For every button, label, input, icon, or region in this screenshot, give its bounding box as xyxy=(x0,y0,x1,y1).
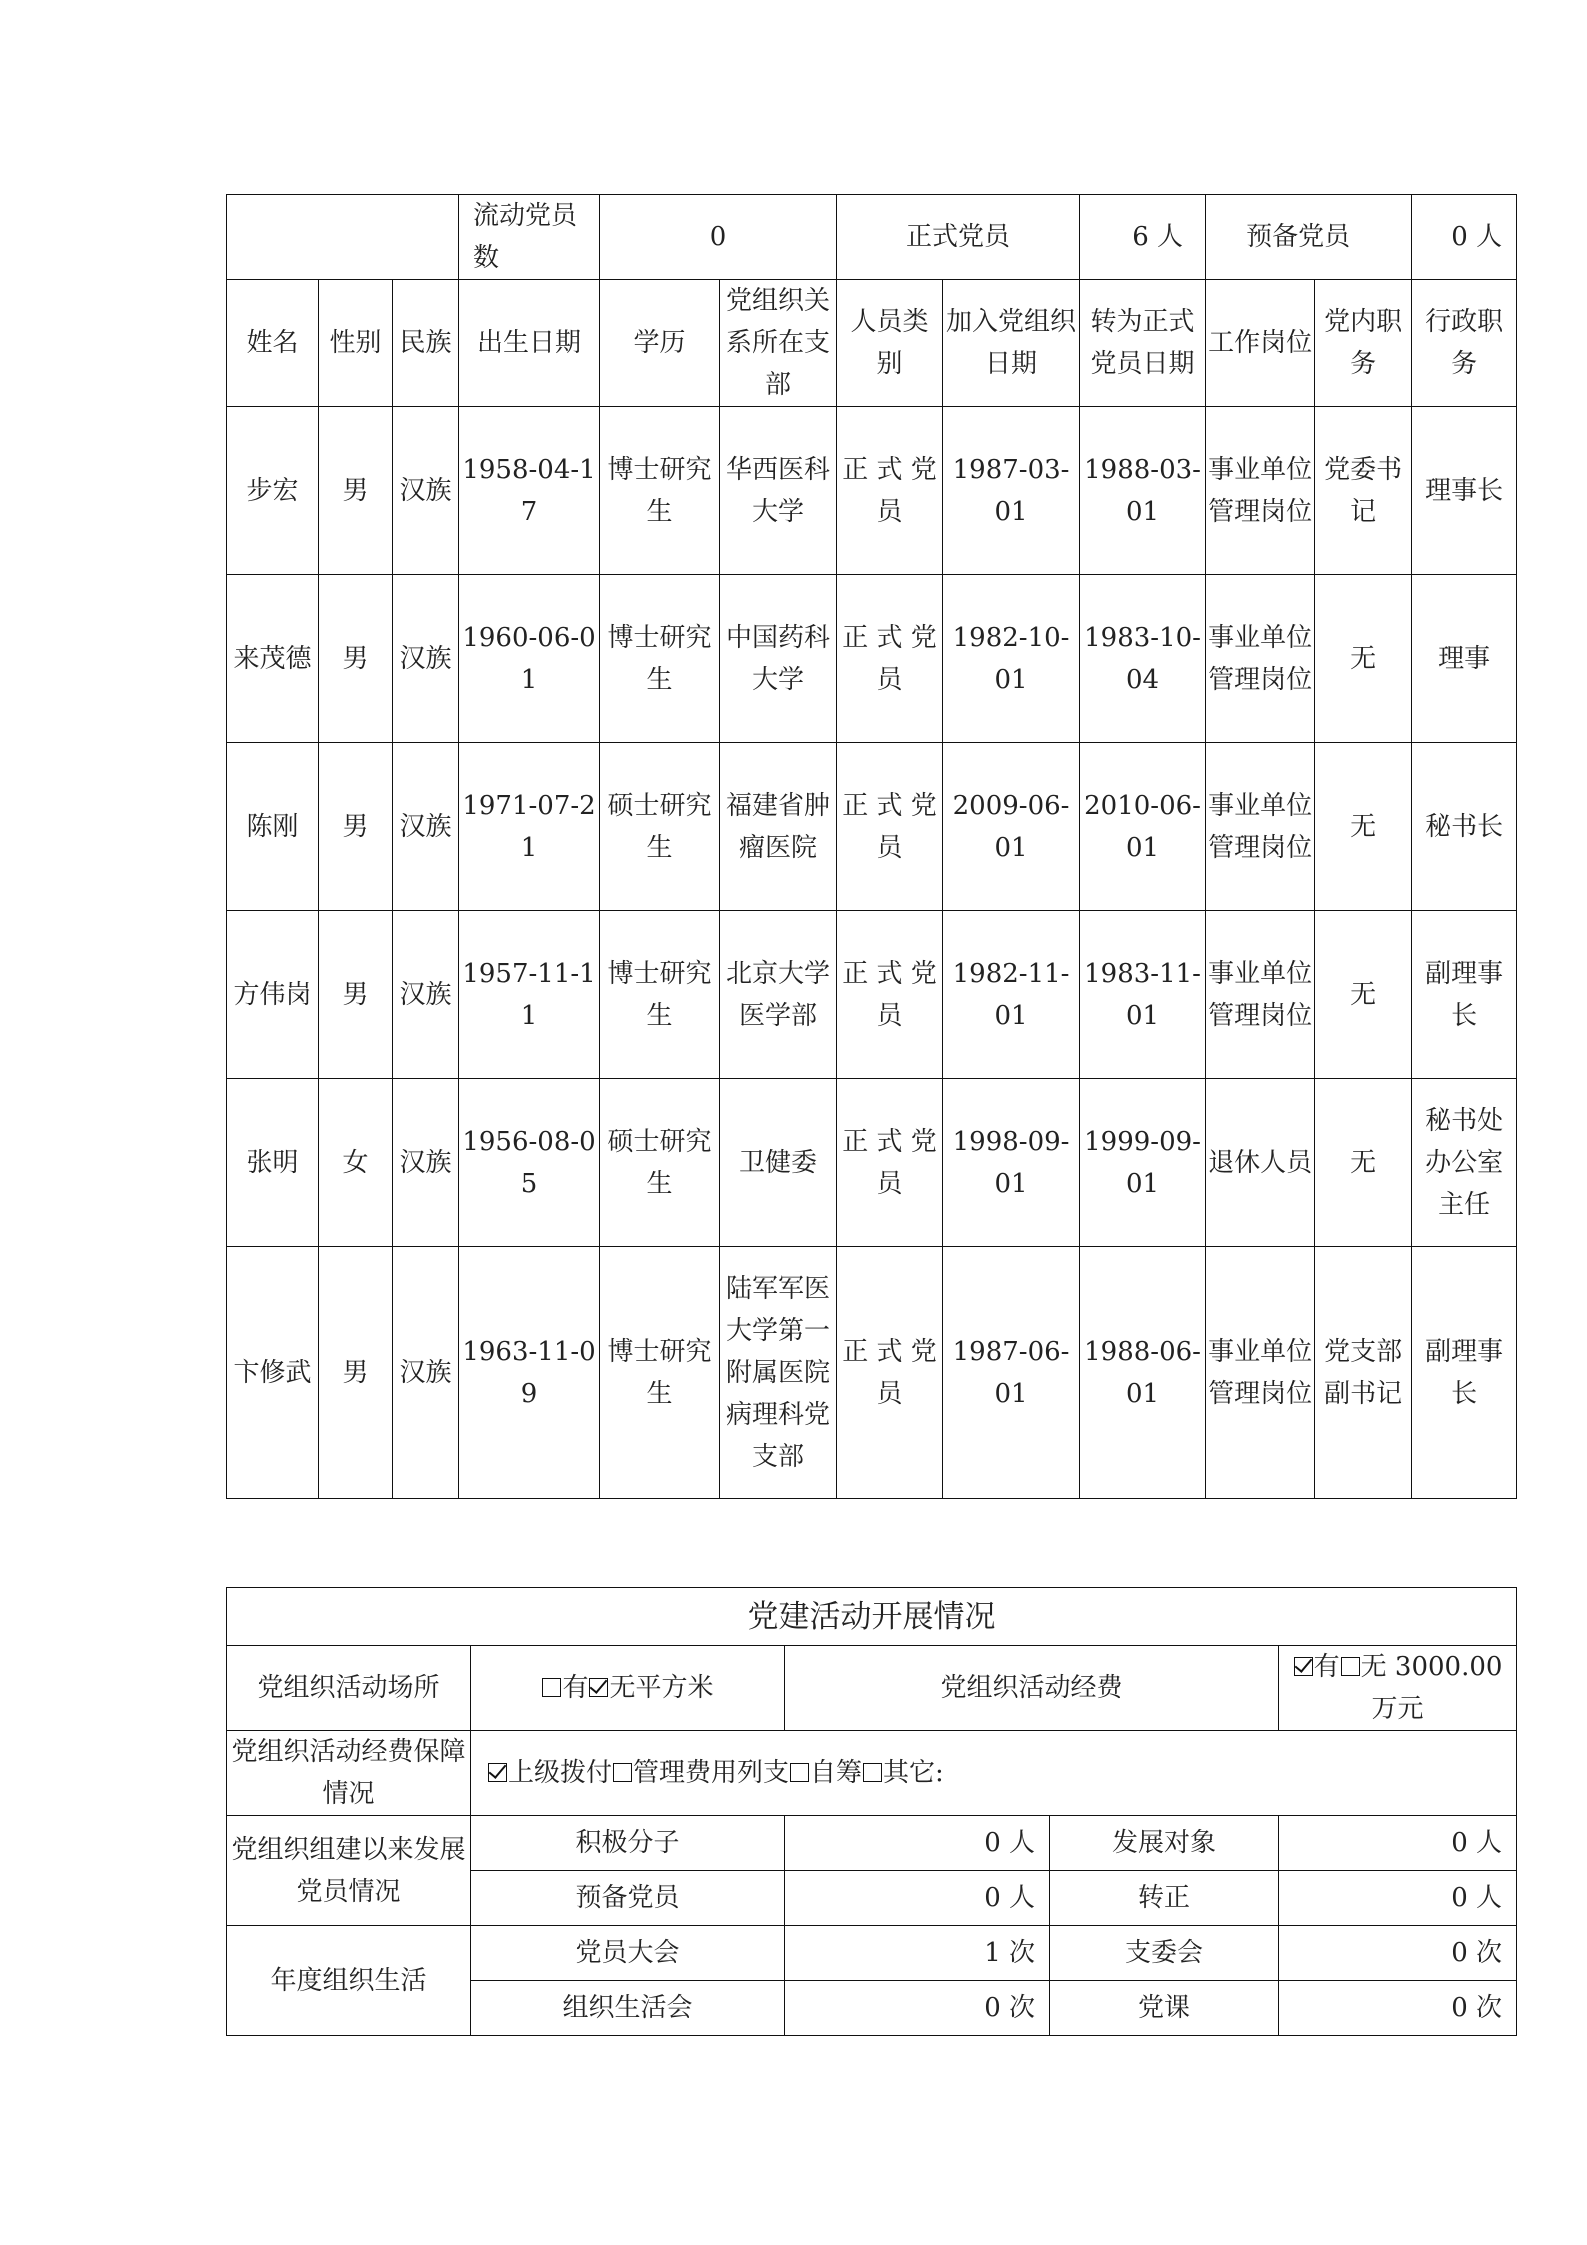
funds-unit: 万元 xyxy=(1371,1694,1424,1724)
member-birth-date: 1958-04-17 xyxy=(459,407,600,575)
member-ethnicity: 汉族 xyxy=(393,1247,459,1499)
member-education: 硕士研究生 xyxy=(600,1079,720,1247)
member-row xyxy=(227,911,1517,1079)
guarantee-option-label: 管理费用列支 xyxy=(633,1758,790,1788)
member-branch: 陆军军医大学第一附属医院病理科党支部 xyxy=(720,1247,837,1499)
guarantee-options xyxy=(471,1731,1517,1816)
congress-label: 党员大会 xyxy=(471,1926,785,1981)
member-member-type: 正 式 党员 xyxy=(837,911,943,1079)
guarantee-checkbox-1[interactable] xyxy=(613,1763,632,1782)
member-name: 步宏 xyxy=(227,407,319,575)
member-education: 博士研究生 xyxy=(600,407,720,575)
member-education: 博士研究生 xyxy=(600,911,720,1079)
member-name: 来茂德 xyxy=(227,575,319,743)
funds-options xyxy=(1279,1646,1517,1731)
member-ethnicity: 汉族 xyxy=(393,911,459,1079)
member-birth-date: 1956-08-05 xyxy=(459,1079,600,1247)
header-admin-duty: 行政职务 xyxy=(1412,280,1517,407)
venue-no-label: 无 xyxy=(609,1673,636,1703)
member-member-type: 正 式 党员 xyxy=(837,1079,943,1247)
header-party-duty: 党内职务 xyxy=(1315,280,1412,407)
member-party-duty: 无 xyxy=(1315,743,1412,911)
party-member-table xyxy=(226,194,1517,1499)
header-education: 学历 xyxy=(600,280,720,407)
life-meeting-label: 组织生活会 xyxy=(471,1981,785,2036)
development-label: 党组织组建以来发展党员情况 xyxy=(227,1816,471,1926)
header-row xyxy=(227,280,1517,407)
targets-label: 发展对象 xyxy=(1050,1816,1279,1871)
header-formal-date: 转为正式党员日期 xyxy=(1080,280,1206,407)
member-ethnicity: 汉族 xyxy=(393,1079,459,1247)
header-gender: 性别 xyxy=(319,280,393,407)
member-birth-date: 1960-06-01 xyxy=(459,575,600,743)
member-admin-duty: 秘书处办公室主任 xyxy=(1412,1079,1517,1247)
member-admin-duty: 理事长 xyxy=(1412,407,1517,575)
member-admin-duty: 秘书长 xyxy=(1412,743,1517,911)
lecture-label: 党课 xyxy=(1050,1981,1279,2036)
venue-yes-label: 有 xyxy=(562,1673,589,1703)
member-party-duty: 无 xyxy=(1315,911,1412,1079)
member-work-post: 事业单位管理岗位 xyxy=(1206,407,1315,575)
member-formal-date: 1983-11-01 xyxy=(1080,911,1206,1079)
member-name: 方伟岗 xyxy=(227,911,319,1079)
member-formal-date: 1988-06-01 xyxy=(1080,1247,1206,1499)
formal-member-value: 6 人 xyxy=(1080,195,1206,280)
member-gender: 男 xyxy=(319,575,393,743)
committee-label: 支委会 xyxy=(1050,1926,1279,1981)
member-work-post: 事业单位管理岗位 xyxy=(1206,1247,1315,1499)
venue-unit: 平方米 xyxy=(635,1673,714,1703)
member-name: 卞修武 xyxy=(227,1247,319,1499)
member-join-date: 1998-09-01 xyxy=(943,1079,1080,1247)
funds-amount: 3000.00 xyxy=(1386,1652,1503,1682)
mobile-member-label: 流动党员数 xyxy=(459,195,600,280)
member-birth-date: 1971-07-21 xyxy=(459,743,600,911)
summary-blank-cell xyxy=(227,195,459,280)
life-meeting-value: 0 次 xyxy=(785,1981,1050,2036)
funds-yes-checkbox[interactable] xyxy=(1294,1657,1313,1676)
member-member-type: 正 式 党员 xyxy=(837,743,943,911)
member-work-post: 事业单位管理岗位 xyxy=(1206,575,1315,743)
member-admin-duty: 理事 xyxy=(1412,575,1517,743)
member-row xyxy=(227,407,1517,575)
member-formal-date: 1983-10-04 xyxy=(1080,575,1206,743)
header-name: 姓名 xyxy=(227,280,319,407)
member-member-type: 正 式 党员 xyxy=(837,575,943,743)
venue-label: 党组织活动场所 xyxy=(227,1646,471,1731)
committee-value: 0 次 xyxy=(1279,1926,1517,1981)
confirmed-value: 0 人 xyxy=(1279,1871,1517,1926)
member-join-date: 1987-06-01 xyxy=(943,1247,1080,1499)
guarantee-option-label: 自筹 xyxy=(810,1758,863,1788)
member-education: 博士研究生 xyxy=(600,1247,720,1499)
header-join-date: 加入党组织日期 xyxy=(943,280,1080,407)
member-formal-date: 1988-03-01 xyxy=(1080,407,1206,575)
header-member-type: 人员类别 xyxy=(837,280,943,407)
member-branch: 北京大学医学部 xyxy=(720,911,837,1079)
member-branch: 华西医科大学 xyxy=(720,407,837,575)
header-birth-date: 出生日期 xyxy=(459,280,600,407)
guarantee-label: 党组织活动经费保障情况 xyxy=(227,1731,471,1816)
probation-member-value xyxy=(1412,195,1517,280)
activity-title: 党建活动开展情况 xyxy=(227,1588,1517,1646)
funds-no-checkbox[interactable] xyxy=(1341,1657,1360,1676)
member-branch: 中国药科大学 xyxy=(720,575,837,743)
member-gender: 男 xyxy=(319,407,393,575)
guarantee-checkbox-0[interactable] xyxy=(488,1763,507,1782)
probation-label: 预备党员 xyxy=(471,1871,785,1926)
lecture-value: 0 次 xyxy=(1279,1981,1517,2036)
member-row xyxy=(227,1079,1517,1247)
guarantee-checkbox-3[interactable] xyxy=(863,1763,882,1782)
member-join-date: 1982-10-01 xyxy=(943,575,1080,743)
member-ethnicity: 汉族 xyxy=(393,575,459,743)
probation-member-value-text: 0 人 xyxy=(1451,222,1503,252)
probation-member-label: 预备党员 xyxy=(1206,195,1412,280)
member-join-date: 1982-11-01 xyxy=(943,911,1080,1079)
funds-label: 党组织活动经费 xyxy=(785,1646,1279,1731)
member-member-type: 正 式 党员 xyxy=(837,407,943,575)
member-branch: 卫健委 xyxy=(720,1079,837,1247)
guarantee-option-label: 其它: xyxy=(883,1758,944,1788)
member-work-post: 事业单位管理岗位 xyxy=(1206,743,1315,911)
member-join-date: 2009-06-01 xyxy=(943,743,1080,911)
confirmed-label: 转正 xyxy=(1050,1871,1279,1926)
header-branch: 党组织关系所在支部 xyxy=(720,280,837,407)
annual-life-label: 年度组织生活 xyxy=(227,1926,471,2036)
header-ethnicity: 民族 xyxy=(393,280,459,407)
member-party-duty: 无 xyxy=(1315,1079,1412,1247)
summary-row xyxy=(227,195,1517,280)
member-member-type: 正 式 党员 xyxy=(837,1247,943,1499)
member-formal-date: 1999-09-01 xyxy=(1080,1079,1206,1247)
member-birth-date: 1957-11-11 xyxy=(459,911,600,1079)
member-education: 硕士研究生 xyxy=(600,743,720,911)
venue-yes-checkbox[interactable] xyxy=(542,1678,561,1697)
member-gender: 男 xyxy=(319,743,393,911)
member-row xyxy=(227,575,1517,743)
member-admin-duty: 副理事长 xyxy=(1412,1247,1517,1499)
mobile-member-value: 0 xyxy=(600,195,837,280)
member-party-duty: 党支部副书记 xyxy=(1315,1247,1412,1499)
member-ethnicity: 汉族 xyxy=(393,743,459,911)
member-row xyxy=(227,1247,1517,1499)
funds-yes-label: 有 xyxy=(1313,1652,1340,1682)
member-gender: 女 xyxy=(319,1079,393,1247)
member-admin-duty: 副理事长 xyxy=(1412,911,1517,1079)
member-formal-date: 2010-06-01 xyxy=(1080,743,1206,911)
activists-value: 0 人 xyxy=(785,1816,1050,1871)
venue-options xyxy=(471,1646,785,1731)
member-gender: 男 xyxy=(319,1247,393,1499)
probation-value: 0 人 xyxy=(785,1871,1050,1926)
member-party-duty: 党委书记 xyxy=(1315,407,1412,575)
member-branch: 福建省肿瘤医院 xyxy=(720,743,837,911)
guarantee-option-label: 上级拨付 xyxy=(508,1758,613,1788)
venue-no-checkbox[interactable] xyxy=(589,1678,608,1697)
funds-no-label: 无 xyxy=(1360,1652,1387,1682)
header-work-post: 工作岗位 xyxy=(1206,280,1315,407)
activists-label: 积极分子 xyxy=(471,1816,785,1871)
member-row xyxy=(227,743,1517,911)
member-education: 博士研究生 xyxy=(600,575,720,743)
guarantee-checkbox-2[interactable] xyxy=(790,1763,809,1782)
member-work-post: 事业单位管理岗位 xyxy=(1206,911,1315,1079)
congress-value: 1 次 xyxy=(785,1926,1050,1981)
member-birth-date: 1963-11-09 xyxy=(459,1247,600,1499)
member-name: 陈刚 xyxy=(227,743,319,911)
member-work-post: 退休人员 xyxy=(1206,1079,1315,1247)
member-gender: 男 xyxy=(319,911,393,1079)
targets-value: 0 人 xyxy=(1279,1816,1517,1871)
formal-member-label: 正式党员 xyxy=(837,195,1080,280)
party-activity-table xyxy=(226,1587,1517,2036)
member-name: 张明 xyxy=(227,1079,319,1247)
member-party-duty: 无 xyxy=(1315,575,1412,743)
member-ethnicity: 汉族 xyxy=(393,407,459,575)
member-join-date: 1987-03-01 xyxy=(943,407,1080,575)
